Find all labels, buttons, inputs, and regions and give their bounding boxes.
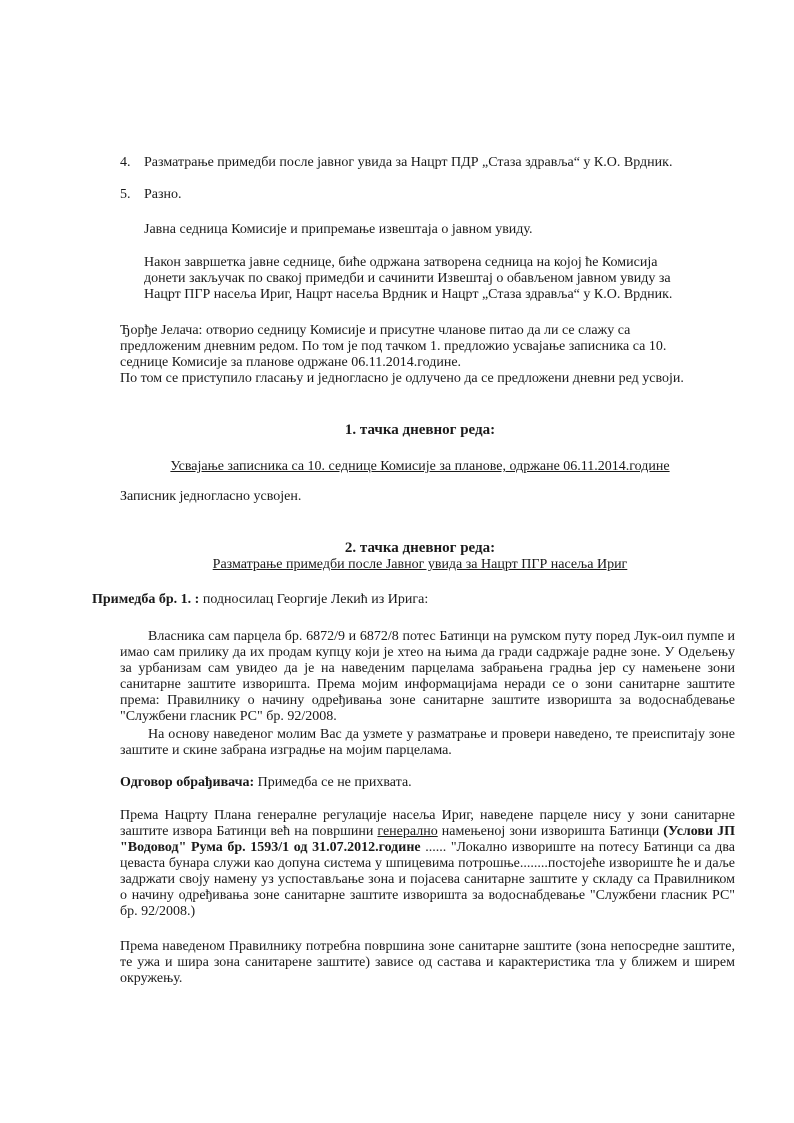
text-line: седнице Комисије за планове одржане 06.11.2014.године. [120,355,462,370]
text-line: донети закључак по свакој примедби и сачинити Извештај о обављеном јавном увиду за [144,271,671,286]
text-line: су намењене зони санитарне заштите изворишта. Према мојим информацијама неради се о [120,661,735,692]
opening-paragraph [120,323,740,387]
agenda-note-public-session: Јавна седница Комисије и припремање извештаја о јавном увиду. [144,222,533,237]
remark-author: подносилац Георгије Лекић из Ирига: [199,592,429,607]
remark-1-paragraph-2 [120,727,735,759]
point-2-heading: 2. тачка дневног реда: [344,540,496,556]
agenda-item-5 [120,187,720,203]
point-1-heading: 1. тачка дневног реда: [344,422,496,438]
text-line: заштите изворишта за водоснабдевање "Службени гласник РС" бр. 92/2008.) [120,888,736,919]
text-line: Према наведеном Правилнику потребна површина зоне санитарне заштите (зона непосредне [120,939,680,954]
text-line: пумпе и имао сам прилику да их продам купцу који је хтео на њима да гради садржаје радне [120,629,735,660]
agenda-note-closed-session [144,255,724,303]
agenda-item-number: 4. [120,155,131,170]
text-line: појасева санитарне заштите у складу са Правилником о начину одређивања зоне санитарне [120,872,735,903]
text-line: санитарне заштите извора Батинци већ на површини [120,808,735,839]
text-line: заштите, те ужа и шира зона санитарене заштите) зависе од састава и карактеристика тла у [120,939,736,970]
text-line: По том се приступило гласању и једногласно је одлучено да се предложени дневни ред усвоји. [120,371,684,386]
answer-paragraph-2 [120,939,735,987]
answer-paragraph-1 [120,808,735,920]
point-2-subheading: Разматрање примедби после Јавног увида за Нацрт ПГР насеља Ириг [212,557,628,572]
remark-label: Примедба бр. 1. : [92,592,200,607]
text-line: преиспитају зоне заштите и скине забрана изградње на мојим парцелама. [120,727,736,758]
text-line: Батинци [609,824,664,839]
agenda-item-text: Разно. [144,187,182,202]
text-line: зони санитарне заштите према: Правилнику о начину одређивања зоне санитарне заштите [120,677,735,708]
agenda-item-text: Разматрање примедби после јавног увида за Нацрт ПДР „Стаза здравља“ у К.О. Врдник. [144,155,673,170]
text-line: потрошње........постојеће извориште ће и даље задржати своју намену уз успостављање зона и [120,856,735,887]
text-line: Нацрт ПГР насеља Ириг, Нацрт насеља Врдник и Нацрт „Стаза здравља“ у К.О. Врдник. [144,287,673,302]
text-line: На основу наведеног молим Вас да узмете у разматрање и провери наведено, те [148,727,629,742]
text-line: Након завршетка јавне седнице, биће одржана затворена седница на којој ће Комисија [144,255,658,270]
text-line: предложеним дневним редом. По том је под тачком 1. предложио усвајање записника са 10. [120,339,667,354]
answer-verdict: Примедба се не прихвата. [254,775,412,790]
answer-header [120,775,735,791]
agenda-item-4 [120,155,720,171]
point-1-subheading: Усвајање записника са 10. седнице Комисије за планове, одржане 06.11.2014.године [170,459,670,474]
text-line: ...... "Локално [420,840,508,855]
answer-label: Одговор обрађивача: [120,775,255,790]
text-line: Према Нацрту Плана генералне регулације насеља Ириг, наведене парцеле нису у зони [120,808,669,823]
remark-1-paragraph-1 [120,629,735,725]
agenda-item-number: 5. [120,187,131,202]
text-line: зоне. У Одељењу за урбанизам сам увидео да је на наведеним парцелама забрањена градња јер [120,645,735,676]
text-line: Власника сам парцела бр. 6872/9 и 6872/8 потес Батинци на румском путу поред Лук-оил [148,629,684,644]
text-line: извориште на потесу Батинци са два цеваста бунара служи као допуна система у шпицевима [120,840,735,871]
text-line: ближем и ширем окружењу. [120,955,735,986]
underlined-word: генерално [377,824,438,839]
text-line: Ђорђе Јелача: отворио седницу Комисије и присутне чланове питао да ли се слажу са [120,323,631,338]
text-line: изворишта за водоснабдевање "Службени гласник РС" бр. 92/2008. [120,693,736,724]
point-1-result: Записник једногласно усвојен. [120,489,302,504]
text-line: намењеној зони изворишта [437,824,606,839]
conditions-reference: (Услови ЈП "Водовод" Рума бр. 1593/1 од 31.07.2012.године [120,824,736,855]
remark-1-header [92,592,732,608]
